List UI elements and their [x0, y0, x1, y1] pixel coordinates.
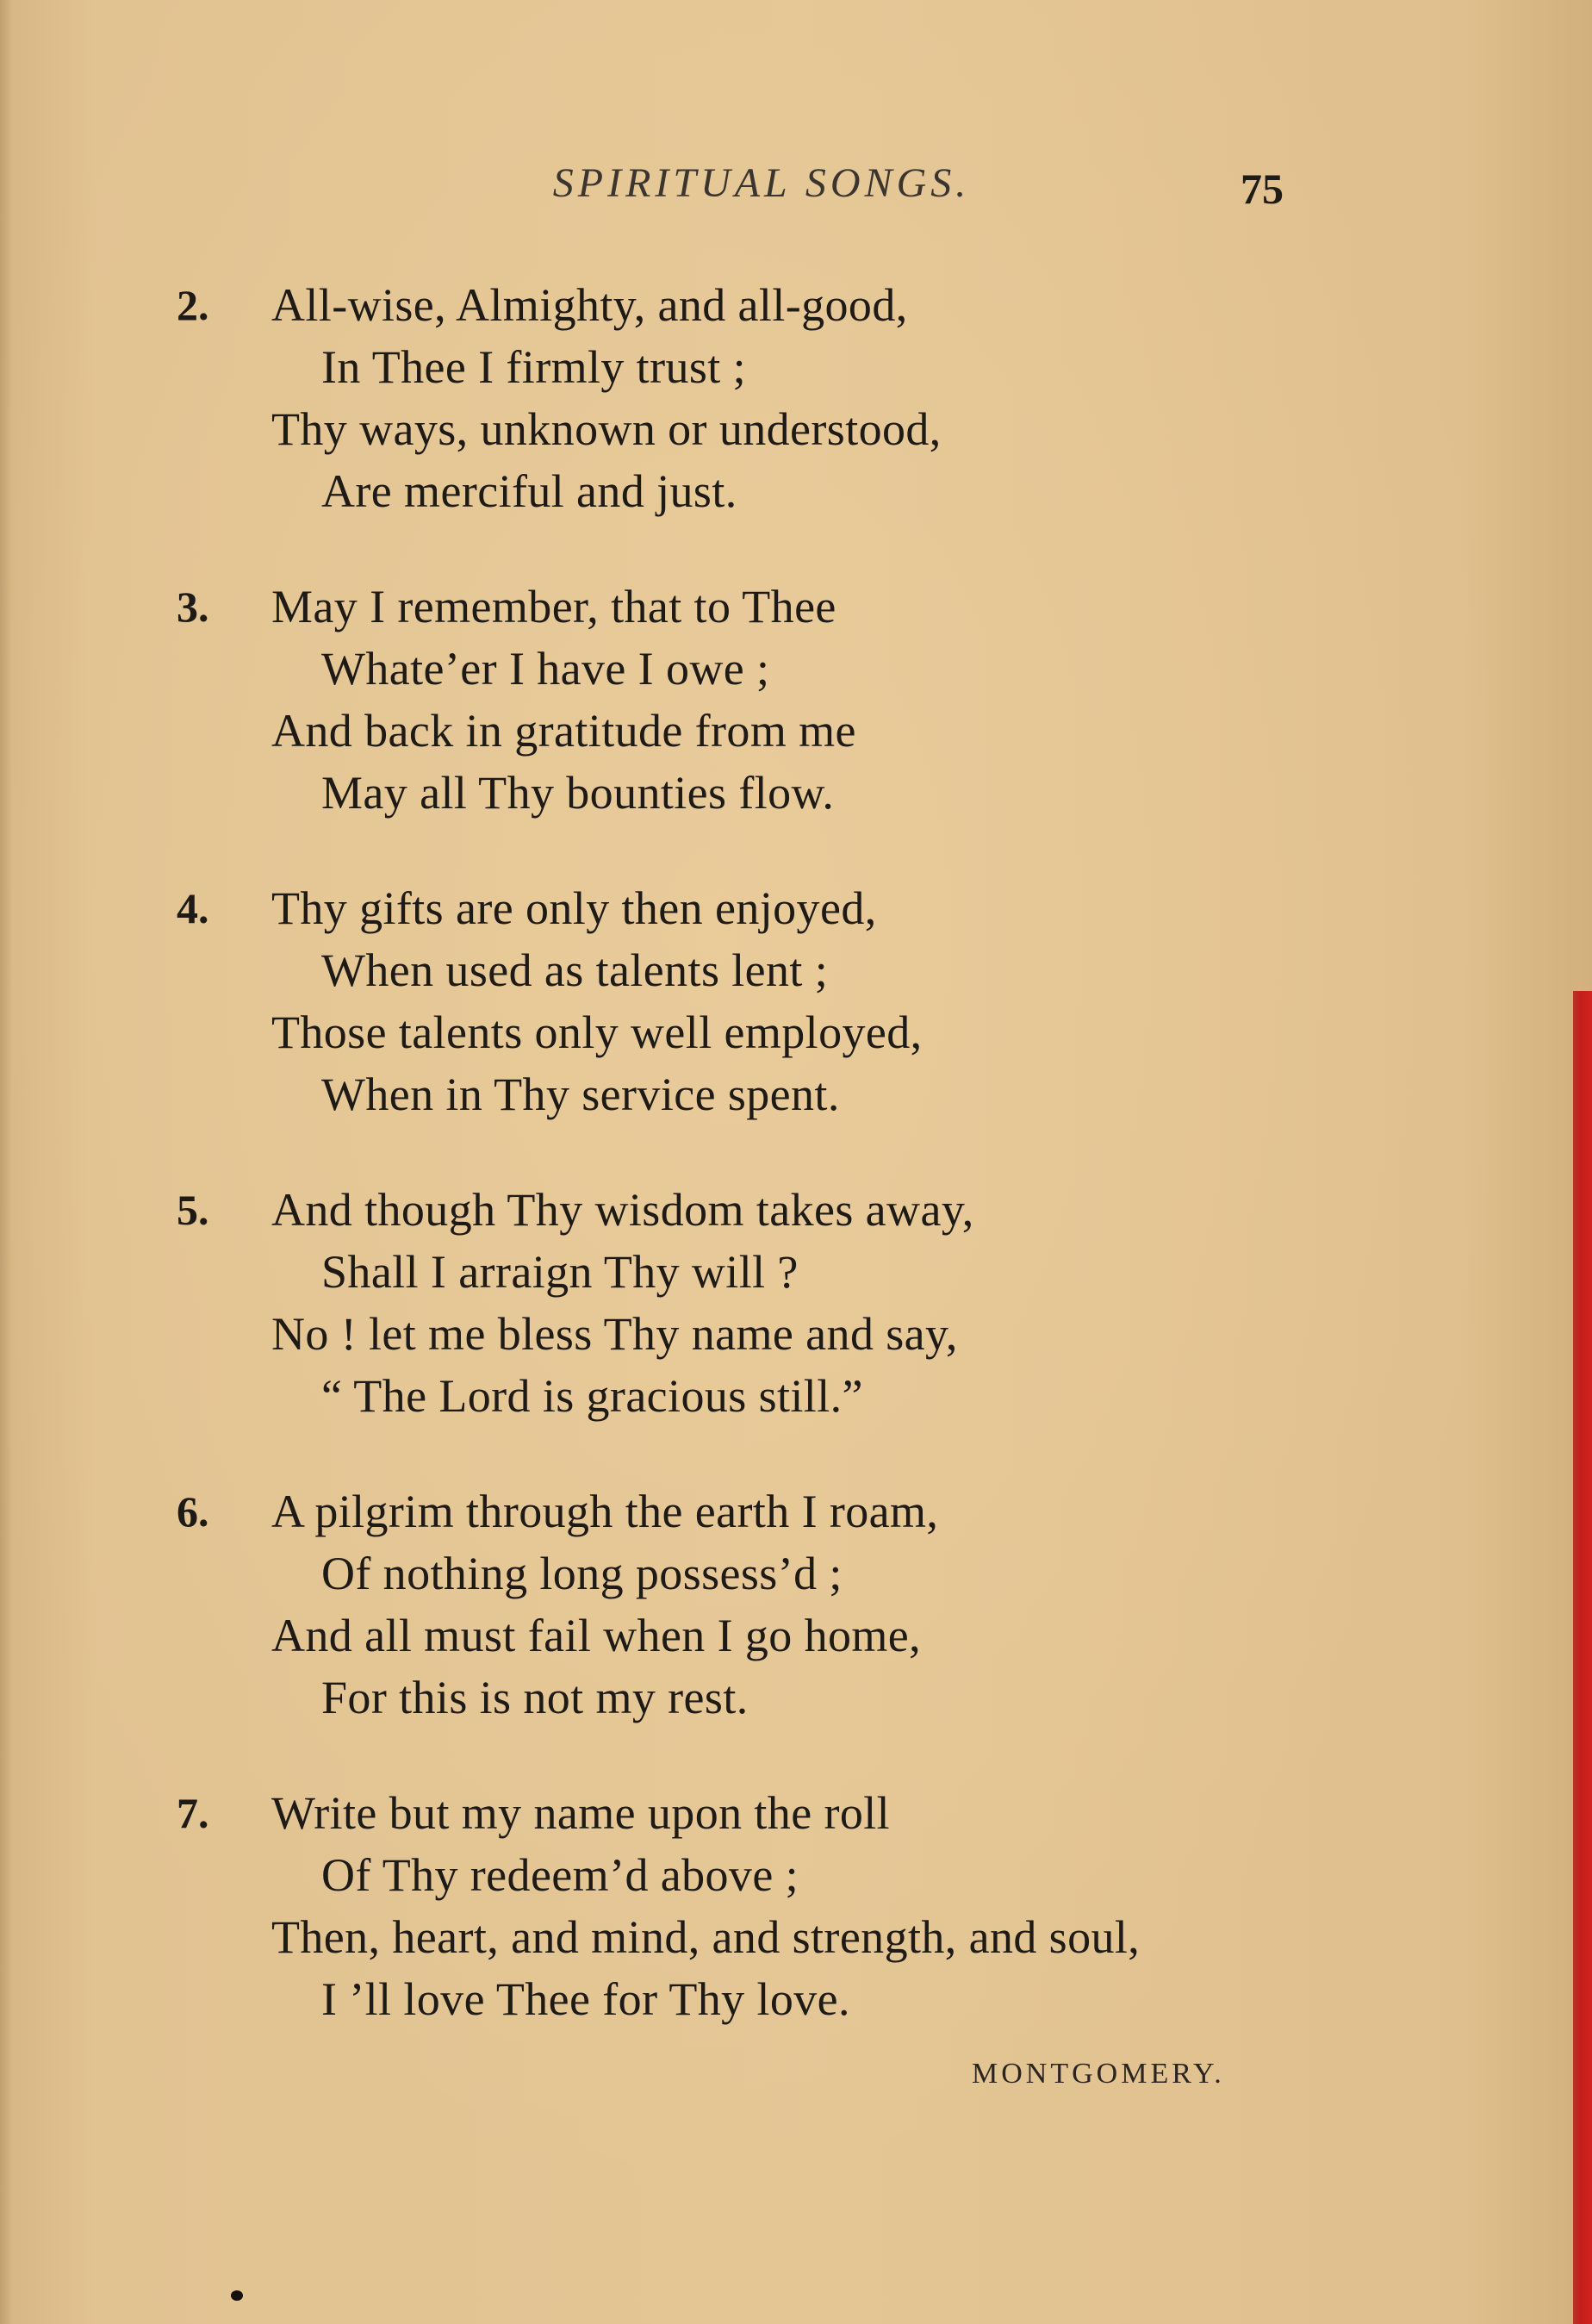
stanza [177, 877, 1331, 1125]
page-number: 75 [1241, 165, 1284, 213]
stanza-number: 6. [177, 1487, 209, 1536]
page-red-edge [1573, 991, 1592, 2324]
stanza-number: 2. [177, 281, 209, 329]
stanza [177, 1480, 1331, 1729]
author-attribution: MONTGOMERY. [972, 2058, 1225, 2090]
poem-line: In Thee I firmly trust ; [321, 341, 746, 393]
stanza-number: 4. [177, 884, 209, 932]
poem-line: Of Thy redeem’d above ; [321, 1849, 799, 1901]
running-header-title: SPIRITUAL SONGS. [552, 160, 971, 206]
poem-line: Thy gifts are only then enjoyed, [271, 882, 877, 934]
poem-body [177, 274, 1331, 2084]
poem-line: Write but my name upon the roll [271, 1787, 891, 1839]
poem-line: For this is not my rest. [321, 1672, 749, 1723]
poem-line: A pilgrim through the earth I roam, [271, 1486, 939, 1537]
poem-line: Are merciful and just. [321, 465, 737, 517]
stanza-number: 3. [177, 583, 209, 631]
poem-line: When used as talents lent ; [321, 944, 829, 996]
stanza [177, 576, 1331, 824]
stanza [177, 1179, 1331, 1427]
poem-line: No ! let me bless Thy name and say, [271, 1308, 958, 1360]
poem-line: Those talents only well employed, [271, 1006, 923, 1058]
ink-speck [231, 2290, 243, 2301]
poem-line: And back in gratitude from me [271, 705, 856, 757]
poem-line: “ The Lord is gracious still.” [321, 1370, 863, 1422]
poem-line: Thy ways, unknown or understood, [271, 403, 942, 455]
poem-line: And all must fail when I go home, [271, 1610, 922, 1661]
poem-line: May all Thy bounties flow. [321, 767, 835, 819]
stanza [177, 274, 1331, 522]
poem-line: Then, heart, and mind, and strength, and soul, [271, 1911, 1141, 1963]
stanza-number: 5. [177, 1186, 209, 1234]
stanza [177, 1782, 1331, 2030]
poem-line: Shall I arraign Thy will ? [321, 1246, 799, 1298]
poem-line: All-wise, Almighty, and all-good, [271, 279, 908, 331]
poem-line: When in Thy service spent. [321, 1069, 840, 1120]
poem-line: I ’ll love Thee for Thy love. [321, 1973, 850, 2025]
page-left-edge [0, 0, 12, 2324]
stanza-number: 7. [177, 1789, 209, 1837]
poem-line: May I remember, that to Thee [271, 581, 836, 632]
poem-line: And though Thy wisdom takes away, [271, 1184, 974, 1236]
poem-line: Whate’er I have I owe ; [321, 643, 770, 695]
poem-line: Of nothing long possess’d ; [321, 1548, 843, 1599]
